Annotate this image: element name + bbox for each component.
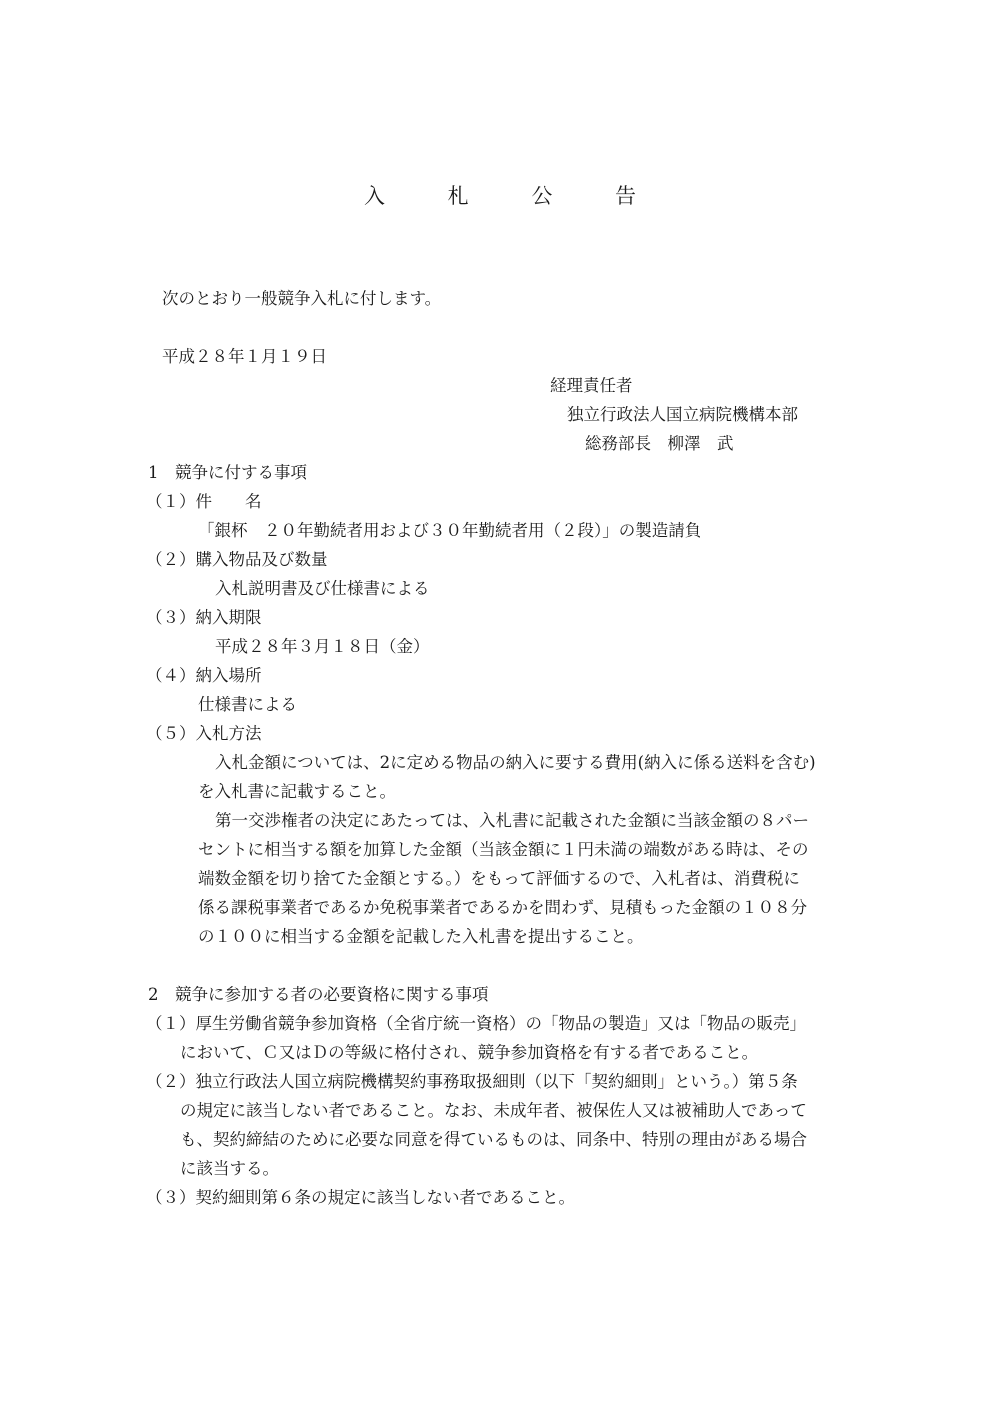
section2-heading: 2 競争に参加する者の必要資格に関する事項 [148, 985, 489, 1004]
section1-heading: 1 競争に付する事項 [148, 463, 307, 482]
document-title: 入 札 公 告 [363, 184, 665, 208]
section2-line: も、契約締結のために必要な同意を得ているものは、同条中、特別の理由がある場合 [180, 1130, 807, 1149]
section2-line: （２）独立行政法人国立病院機構契約事務取扱細則（以下「契約細則」という。）第５条 [146, 1072, 798, 1091]
bid-method-line: を入札書に記載すること。 [198, 782, 396, 801]
intro-text: 次のとおり一般競争入札に付します。 [162, 289, 442, 308]
bid-method-line: セントに相当する額を加算した金額（当該金額に１円未満の端数がある時は、その [198, 840, 809, 859]
item-body: 入札説明書及び仕様書による [215, 579, 430, 598]
item-body: 「銀杯 ２０年勤続者用および３０年勤続者用（２段）」の製造請負 [198, 521, 702, 540]
bid-method-line: 入札金額については、2に定める物品の納入に要する費用(納入に係る送料を含む) [215, 753, 816, 772]
item-body: 仕様書による [198, 695, 297, 714]
bid-method-line: 係る課税事業者であるか免税事業者であるかを問わず、見積もった金額の１０８分 [198, 898, 808, 917]
bid-method-line: 端数金額を切り捨てた金額とする。）をもって評価するので、入札者は、消費税に [198, 869, 800, 888]
section2-line: において、Ｃ又はＤの等級に格付され、競争参加資格を有する者であること。 [180, 1043, 759, 1062]
bid-method-line: 第一交渉権者の決定にあたっては、入札書に記載された金額に当該金額の８パー [215, 811, 809, 830]
item-label: （５）入札方法 [146, 724, 262, 743]
section2-line: （１）厚生労働省競争参加資格（全省庁統一資格）の「物品の製造」又は「物品の販売」 [146, 1014, 806, 1033]
section2-line: （３）契約細則第６条の規定に該当しない者であること。 [146, 1188, 575, 1207]
item-label: （３）納入期限 [146, 608, 262, 627]
notice-date: 平成２８年１月１９日 [162, 347, 327, 366]
issuer-person: 総務部長 柳澤 武 [585, 434, 734, 453]
issuer-role: 経理責任者 [550, 376, 633, 395]
section2-line: に該当する。 [180, 1159, 279, 1178]
item-label: （４）納入場所 [146, 666, 262, 685]
item-body: 平成２８年３月１８日（金） [215, 637, 430, 656]
issuer-org: 独立行政法人国立病院機構本部 [567, 405, 798, 424]
section2-line: の規定に該当しない者であること。なお、未成年者、被保佐人又は被補助人であって [180, 1101, 807, 1120]
bid-method-line: の１００に相当する金額を記載した入札書を提出すること。 [198, 927, 644, 946]
item-label: （２）購入物品及び数量 [146, 550, 328, 569]
item-label: （１）件 名 [146, 492, 262, 511]
